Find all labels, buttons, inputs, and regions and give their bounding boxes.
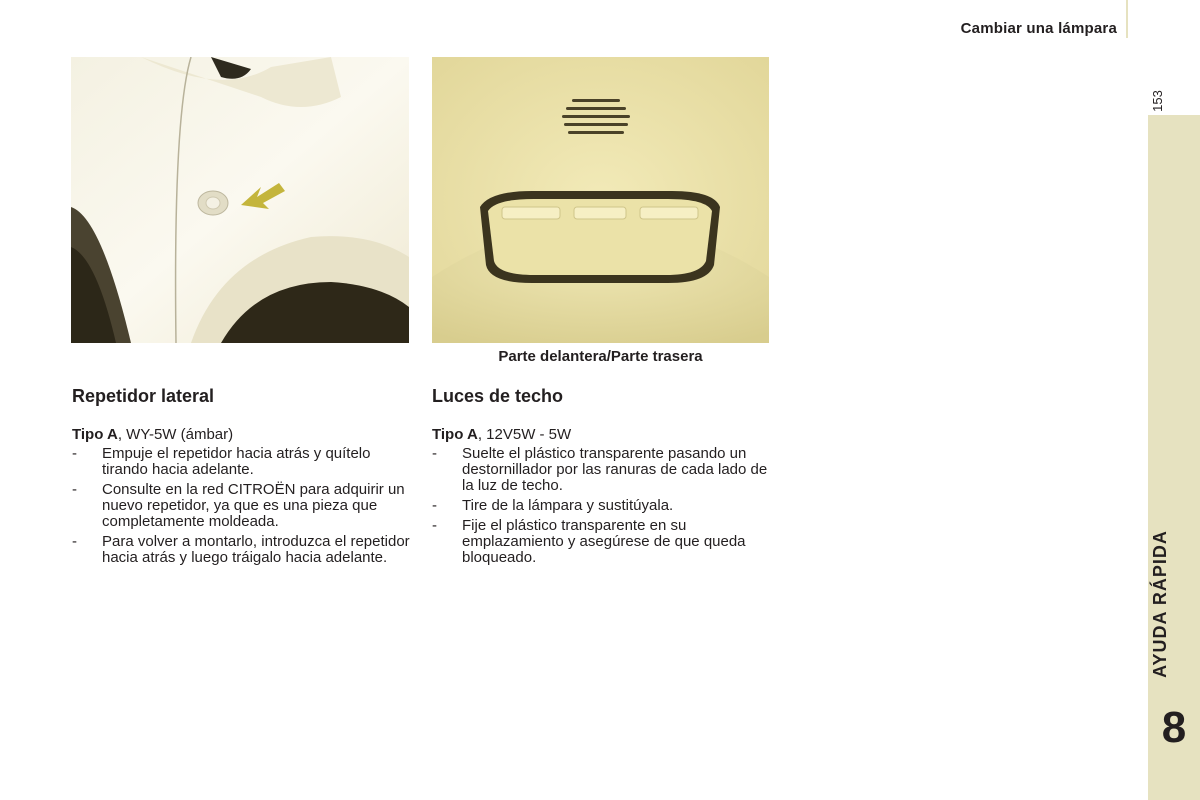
- ceiling-light-type: [432, 427, 772, 443]
- bullet-dash: -: [72, 445, 77, 462]
- ceiling-light-heading: Luces de techo: [432, 386, 564, 406]
- page-header-title: Cambiar una lámpara: [960, 20, 1117, 37]
- ceiling-light-photo: [432, 57, 769, 343]
- step-item: [432, 518, 772, 566]
- bullet-dash: -: [432, 497, 437, 514]
- step-item: [72, 534, 412, 566]
- ceiling-light-section: [432, 385, 772, 570]
- step-item: [432, 498, 772, 514]
- step-item: [72, 482, 412, 530]
- step-text: Para volver a montarlo, introduzca el repetidor hacia atrás y luego tráigalo hacia adelante.: [102, 533, 410, 566]
- ceiling-light-steps: [432, 446, 772, 566]
- step-item: [72, 446, 412, 478]
- side-repeater-section: [72, 385, 412, 570]
- type-value: , WY-5W (ámbar): [117, 426, 234, 443]
- bullet-dash: -: [432, 517, 437, 534]
- step-text: Fije el plástico transparente en su emplazamiento y asegúrese de que queda bloqueado.: [462, 517, 746, 566]
- type-label: Tipo A: [432, 426, 478, 443]
- step-text: Tire de la lámpara y sustitúyala.: [462, 497, 674, 514]
- step-text: Suelte el plástico transparente pasando un destornillador por las ranuras de cada lado de la luz de techo.: [462, 445, 768, 494]
- type-label: Tipo A: [72, 426, 118, 443]
- side-repeater-photo: [71, 57, 409, 343]
- bullet-dash: -: [72, 533, 77, 550]
- header-divider: [1126, 0, 1128, 38]
- page-number: 153: [1150, 90, 1165, 112]
- chapter-number: 8: [1161, 703, 1187, 752]
- step-text: Empuje el repetidor hacia atrás y quítelo tirando hacia adelante.: [102, 445, 371, 478]
- side-repeater-type: [72, 427, 412, 443]
- step-item: [432, 446, 772, 494]
- side-repeater-steps: [72, 446, 412, 566]
- bullet-dash: -: [432, 445, 437, 462]
- step-text: Consulte en la red CITROËN para adquirir un nuevo repetidor, ya que es una pieza que completamente moldeada.: [102, 481, 405, 530]
- chapter-section-title: AYUDA RÁPIDA: [1150, 530, 1170, 678]
- bullet-dash: -: [72, 481, 77, 498]
- type-value: , 12V5W - 5W: [477, 426, 572, 443]
- ceiling-light-caption: Parte delantera/Parte trasera: [498, 348, 703, 365]
- side-repeater-heading: Repetidor lateral: [72, 386, 215, 406]
